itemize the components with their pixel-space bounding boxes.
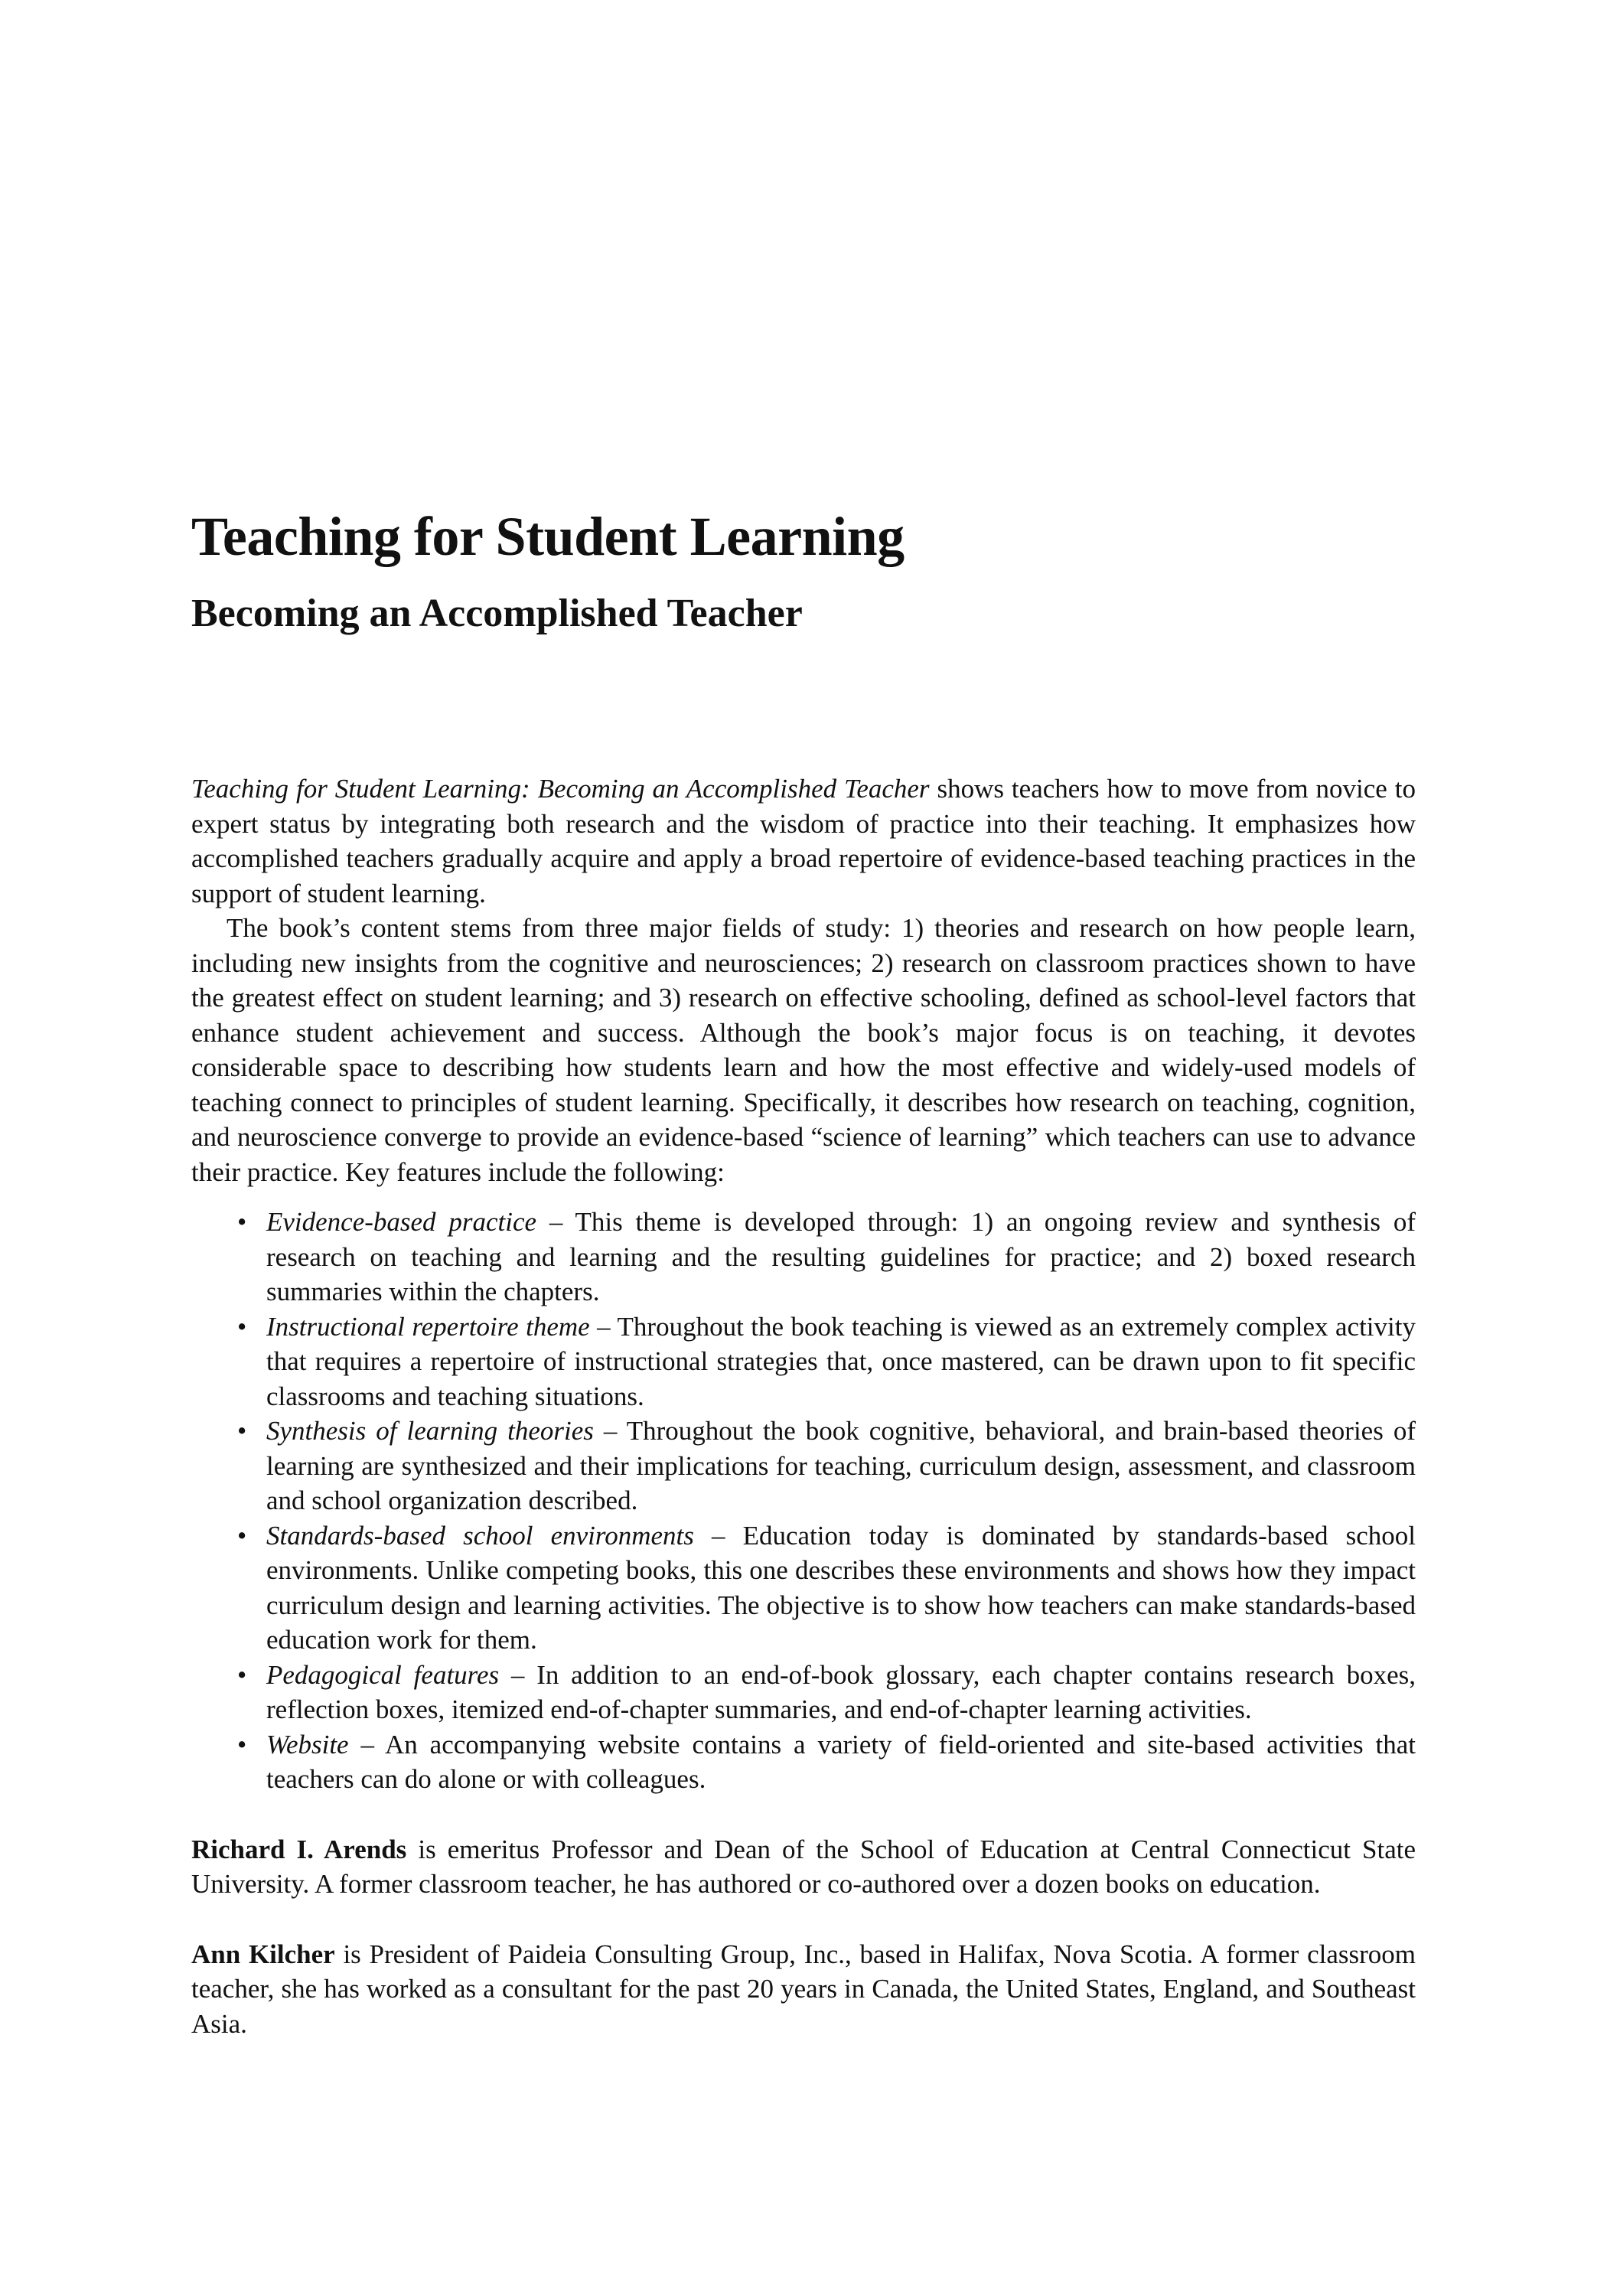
author-bio-text: is emeritus Professor and Dean of the School of Education at Central Connecticut State University. A former classroom teacher, he has authored or co-authored over a dozen books on education. xyxy=(191,1834,1416,1899)
intro-text: shows teachers how to move from novice to expert status by integrating both research and the wisdom of practice into their teaching. It emphasizes how accomplished teachers gradually acquire and apply a broad repertoire of evidence-based teaching practices in the support of student learning. xyxy=(191,774,1416,908)
bullet-icon: • xyxy=(237,1207,247,1237)
bullet-icon: • xyxy=(237,1729,247,1760)
feature-text: – Education today is dominated by standards-based school environments. Unlike competing books, this one describes these environments and shows how they impact curriculum design and learning activities. The objective is to show how teachers can make standards-based education work for them. xyxy=(266,1520,1416,1655)
feature-standards-based-environments xyxy=(191,1518,1416,1658)
bullet-icon: • xyxy=(237,1520,247,1551)
feature-synthesis-of-learning-theories xyxy=(191,1414,1416,1518)
intro-title-italic: Teaching for Student Learning: Becoming an Accomplished Teacher xyxy=(191,774,930,804)
feature-term: Evidence-based practice xyxy=(266,1207,537,1237)
feature-text: – An accompanying website contains a variety of field-oriented and site-based activities that teachers can do alone or with colleagues. xyxy=(266,1729,1416,1794)
author-bio-kilcher xyxy=(191,1937,1416,2042)
author-name: Richard I. Arends xyxy=(191,1834,407,1864)
feature-website xyxy=(191,1727,1416,1797)
intro-paragraph xyxy=(191,771,1416,911)
bullet-icon: • xyxy=(237,1311,247,1342)
book-description xyxy=(191,771,1416,2041)
feature-evidence-based-practice xyxy=(191,1205,1416,1309)
feature-pedagogical-features xyxy=(191,1658,1416,1727)
content-paragraph: The book’s content stems from three major fields of study: 1) theories and research on how people learn, including new insights from the cognitive and neurosciences; 2) research on classroom practices shown to have the greatest effect on student learning; and 3) research on effective schooling, defined as school-level factors that enhance student achievement and success. Although the book’s major focus is on teaching, it devotes considerable space to describing how students learn and how the most effective and widely-used models of teaching connect to principles of student learning. Specifically, it describes how research on teaching, cognition, and neuroscience converge to provide an evidence-based “science of learning” which teachers can use to advance their practice. Key features include the following: xyxy=(191,913,1416,1187)
feature-term: Website xyxy=(266,1729,349,1760)
book-subtitle: Becoming an Accomplished Teacher xyxy=(191,592,803,635)
feature-instructional-repertoire xyxy=(191,1309,1416,1414)
key-features-list xyxy=(191,1205,1416,1797)
bullet-icon: • xyxy=(237,1416,247,1446)
feature-text: – Throughout the book cognitive, behavioral, and brain-based theories of learning are synthesized and their implications for teaching, curriculum design, assessment, and classroom and school organization described. xyxy=(266,1416,1416,1515)
feature-term: Instructional repertoire theme xyxy=(266,1311,590,1342)
feature-term: Synthesis of learning theories xyxy=(266,1416,594,1446)
feature-text: – This theme is developed through: 1) an ongoing review and synthesis of research on teaching and learning and the resulting guidelines for practice; and 2) boxed research summaries within the chapters. xyxy=(266,1207,1416,1306)
author-bio-arends xyxy=(191,1832,1416,1902)
author-bio-text: is President of Paideia Consulting Group, Inc., based in Halifax, Nova Scotia. A former classroom teacher, she has worked as a consultant for the past 20 years in Canada, the United States, England, and Southeast Asia. xyxy=(191,1939,1416,2039)
bullet-icon: • xyxy=(237,1659,247,1690)
feature-text: – In addition to an end-of-book glossary, each chapter contains research boxes, reflection boxes, itemized end-of-chapter summaries, and end-of-chapter learning activities. xyxy=(266,1659,1416,1724)
feature-text: – Throughout the book teaching is viewed as an extremely complex activity that requires a repertoire of instructional strategies that, once mastered, can be drawn upon to fit specific classrooms and teaching situations. xyxy=(266,1311,1416,1411)
author-name: Ann Kilcher xyxy=(191,1939,335,1969)
feature-term: Standards-based school environments xyxy=(266,1520,694,1551)
feature-term: Pedagogical features xyxy=(266,1659,500,1690)
book-title: Teaching for Student Learning xyxy=(191,506,905,567)
